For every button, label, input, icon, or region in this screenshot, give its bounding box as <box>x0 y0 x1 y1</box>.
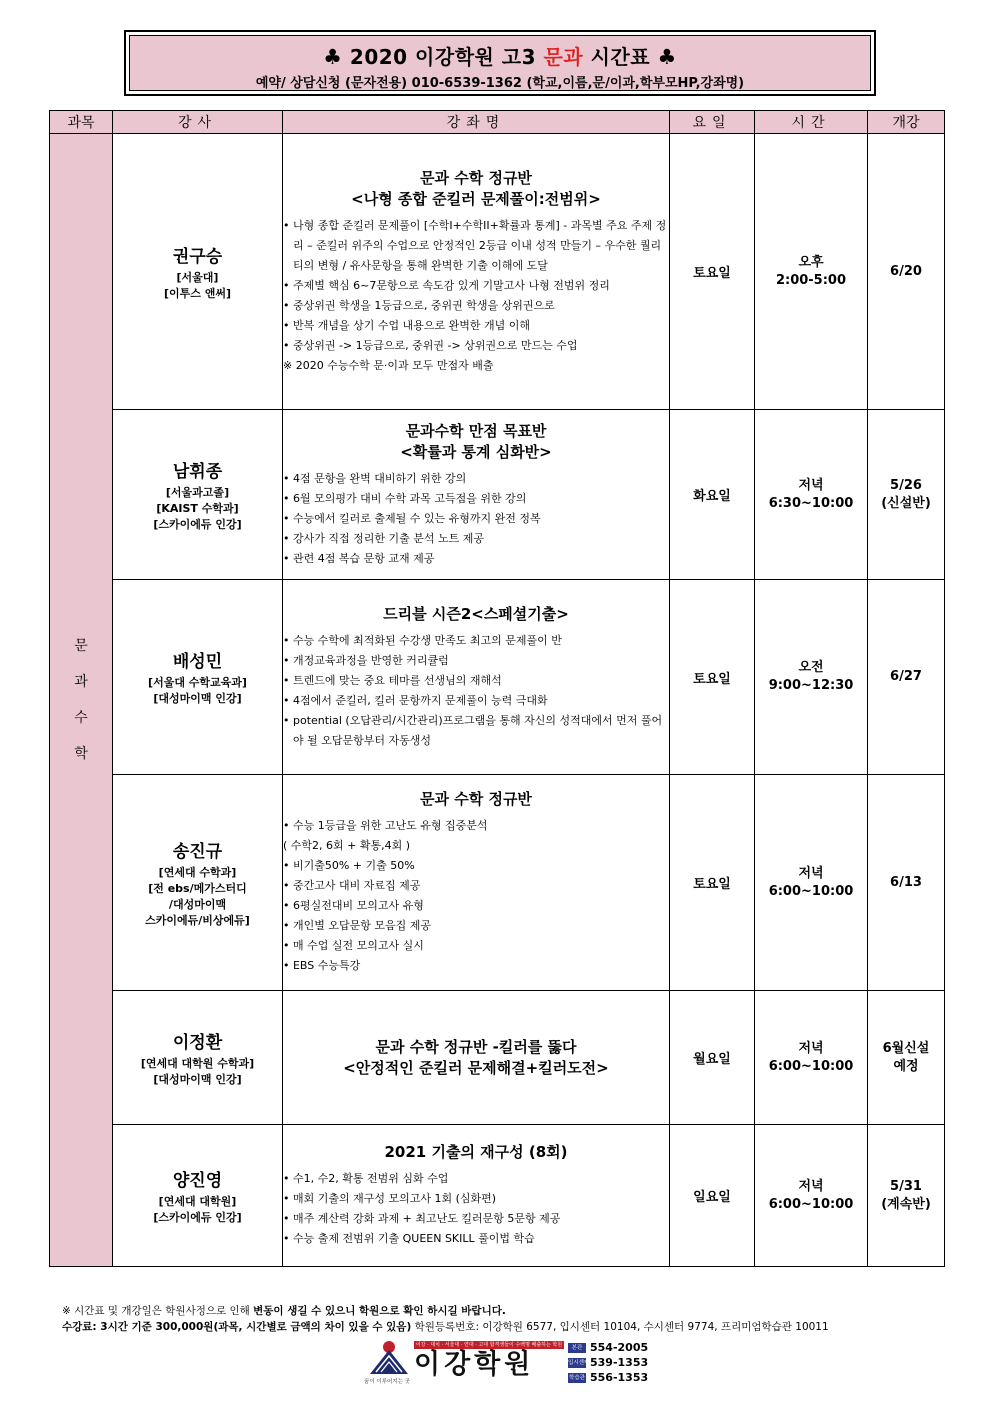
course-bullet: • 중간고사 대비 자료집 제공 <box>283 879 421 892</box>
table-row <box>50 991 945 1125</box>
course-title: <안정적인 준킬러 문제해결+킬러도전> <box>343 1058 609 1077</box>
teacher-name: 송진규 <box>172 841 223 862</box>
teacher-credential: [대성마이맥 인강] <box>153 692 242 705</box>
page-title <box>130 41 870 70</box>
course-cell <box>283 410 670 580</box>
club-right-icon: ♣ <box>657 45 677 69</box>
teacher-credential: [KAIST 수학과] <box>156 501 239 515</box>
table-row <box>50 580 945 775</box>
course-cell <box>283 134 670 410</box>
open-date: 6/20 <box>890 263 922 279</box>
footer-fee <box>62 1319 829 1335</box>
time-text: 9:00~12:30 <box>768 678 854 693</box>
teacher-credential: /대성마이맥 <box>168 897 227 911</box>
open-date: 5/26 <box>890 477 922 493</box>
open-date: 예정 <box>893 1058 919 1074</box>
footer-fee-text: 수강료: 3시간 기준 300,000원(과목, 시간별로 금액의 차이 있을 수 있음) <box>62 1321 412 1333</box>
day-text: 화요일 <box>693 489 731 504</box>
course-bullet: • 4점 문항을 완벽 대비하기 위한 강의 <box>283 471 467 485</box>
footer-note <box>62 1303 829 1319</box>
course-cell <box>283 580 670 775</box>
course-bullet: • 관련 4점 복습 문항 교재 제공 <box>283 551 435 565</box>
phone-number: 539-1353 <box>590 1356 649 1369</box>
day-text: 토요일 <box>693 877 731 892</box>
time-text: 오전 <box>798 660 824 675</box>
day-cell <box>670 134 755 410</box>
course-bullet: • 중상위권 -> 1등급으로, 중위권 -> 상위권으로 만드는 수업 <box>283 338 578 352</box>
course-bullet: • 수능 수학에 최적화된 수강생 만족도 최고의 문제풀이 반 <box>283 633 562 647</box>
open-date: 5/31 <box>890 1178 922 1194</box>
time-text: 저녁 <box>798 1040 824 1056</box>
open-cell <box>868 1125 945 1267</box>
teacher-credential: [연세대 대학원] <box>158 1194 237 1208</box>
subject-char: 학 <box>74 746 88 762</box>
course-bullet: • 수능에서 킬러로 출제될 수 있는 유형까지 완전 정복 <box>283 511 541 525</box>
day-cell <box>670 410 755 580</box>
open-cell <box>868 775 945 991</box>
time-cell <box>755 580 868 775</box>
header-teacher: 강사 <box>113 111 283 134</box>
time-cell <box>755 775 868 991</box>
teacher-credential: [연세대 대학원 수학과] <box>140 1056 255 1070</box>
teacher-credential: [서울대] <box>176 270 219 284</box>
time-text: 저녁 <box>798 477 824 493</box>
teacher-credential: [스카이에듀 인강] <box>153 1210 242 1224</box>
course-bullets <box>283 816 669 976</box>
time-cell <box>755 134 868 410</box>
time-cell <box>755 410 868 580</box>
course-title: 2021 기출의 재구성 (8회) <box>384 1143 568 1161</box>
course-bullets <box>283 1169 669 1249</box>
table-row <box>50 410 945 580</box>
phone-number: 556-1353 <box>590 1371 649 1384</box>
header-subject: 과목 <box>50 111 113 134</box>
header-day: 요일 <box>670 111 755 134</box>
open-date: (계속반) <box>881 1196 931 1212</box>
course-bullet: • 수능 1등급을 위한 고난도 유형 집중분석 <box>283 819 488 832</box>
time-text: 2:00-5:00 <box>775 272 847 288</box>
open-cell <box>868 134 945 410</box>
day-text: 토요일 <box>693 671 731 687</box>
course-bullets <box>283 469 669 569</box>
course-bullet: ( 수학2, 6회 + 확통,4회 ) <box>283 839 411 852</box>
title-highlight: 문과 <box>543 45 584 69</box>
footer-note-prefix: ※ 시간표 및 개강일은 학원사정으로 인해 <box>62 1305 254 1317</box>
mountain-logo-icon <box>368 1338 410 1378</box>
timetable <box>49 110 945 1267</box>
time-text: 6:00~10:00 <box>768 883 854 899</box>
teacher-cell <box>113 991 283 1125</box>
open-cell <box>868 410 945 580</box>
teacher-credential: [서울과고졸] <box>165 485 230 499</box>
academy-logo <box>362 1338 649 1385</box>
course-bullet: • 강사가 직접 정리한 기출 분석 노트 제공 <box>283 531 484 545</box>
subject-char: 과 <box>74 674 88 690</box>
course-cell <box>283 1125 670 1267</box>
course-bullet: • 수능 출제 전범위 기출 QUEEN SKILL 풀이법 학습 <box>283 1232 535 1245</box>
course-bullet: • 매회 기출의 재구성 모의고사 1회 (심화편) <box>283 1192 497 1205</box>
teacher-name: 권구승 <box>172 246 223 267</box>
course-title: 문과 수학 정규반 <box>420 168 532 187</box>
title-inner <box>129 35 871 91</box>
phone-label: 학습관 <box>569 1375 585 1381</box>
course-bullet: • 4점에서 준킬러, 킬러 문항까지 문제풀이 능력 극대화 <box>283 693 548 707</box>
subject-cell <box>50 134 113 1267</box>
course-title: 드리블 시즌2<스페셜기출> <box>383 604 569 623</box>
time-text: 6:00~10:00 <box>768 1196 854 1212</box>
phone-label: 본관 <box>568 1343 586 1353</box>
subject-char: 문 <box>74 638 88 654</box>
course-bullet: • 트렌드에 맞는 중요 테마를 선생님의 재해석 <box>283 673 502 687</box>
teacher-credential: 스카이에듀/비상에듀] <box>145 913 250 927</box>
course-bullet: • 주제별 핵심 6~7문항으로 속도감 있게 기말고사 나형 전범위 정리 <box>283 278 610 292</box>
time-text: 저녁 <box>798 1178 824 1194</box>
day-cell <box>670 775 755 991</box>
phone-label: 입시센터 <box>568 1360 590 1366</box>
table-row <box>50 134 945 410</box>
phone-number: 554-2005 <box>590 1341 649 1354</box>
course-bullet: • 매주 계산력 강화 과제 + 최고난도 킬러문항 5문항 제공 <box>283 1212 561 1225</box>
course-bullet: • 수1, 수2, 확통 전범위 심화 수업 <box>283 1172 449 1185</box>
title-suffix: 시간표 <box>583 45 651 69</box>
day-text: 일요일 <box>693 1190 731 1205</box>
teacher-name: 양진영 <box>172 1170 223 1191</box>
footer-notes <box>62 1303 829 1335</box>
header-open: 개강 <box>868 111 945 134</box>
open-date: 6/13 <box>890 874 922 890</box>
teacher-cell <box>113 1125 283 1267</box>
course-bullet: • 6월 모의평가 대비 수학 과목 고득점을 위한 강의 <box>283 491 527 505</box>
course-title: <나형 종합 준킬러 문제풀이:전범위> <box>351 189 601 208</box>
course-title: 문과 수학 정규반 -킬러를 뚫다 <box>375 1037 577 1056</box>
title-prefix: 2020 이강학원 고3 <box>349 45 544 69</box>
course-bullet: • potential (오답관리/시간관리)프로그램을 통해 자신의 성적대에서 먼저 풀어야 될 오답문항부터 자동생성 <box>283 713 663 747</box>
teacher-credential: [전 ebs/메가스터디 <box>148 881 247 895</box>
course-bullet: • 반복 개념을 상기 수업 내용으로 완벽한 개념 이해 <box>283 318 530 332</box>
title-box <box>124 30 876 96</box>
teacher-cell <box>113 580 283 775</box>
course-cell <box>283 775 670 991</box>
open-cell <box>868 991 945 1125</box>
teacher-cell <box>113 134 283 410</box>
course-title: 문과 수학 정규반 <box>420 790 532 808</box>
header-row <box>50 111 945 134</box>
teacher-credential: [이투스 앤써] <box>163 286 231 300</box>
course-title: <확률과 통계 심화반> <box>400 442 552 461</box>
reservation-info: 예약/ 상담신청 (문자전용) 010-6539-1362 (학교,이름,문/이과,학부모HP,강좌명) <box>255 76 745 91</box>
course-bullet: ※ 2020 수능수학 문·이과 모두 만점자 배출 <box>283 358 494 372</box>
subject-char: 수 <box>74 710 88 726</box>
course-cell <box>283 991 670 1125</box>
teacher-credential: [스카이에듀 인강] <box>153 517 242 531</box>
footer-registration: 학원등록번호: 이강학원 6577, 입시센터 10104, 수시센터 9774, 프리미엄학습관 10011 <box>411 1321 829 1333</box>
course-bullet: • 나형 종합 준킬러 문제풀이 [수학I+수학II+확률과 통계] - 과목별 주요 주제 정리 – 준킬러 위주의 수업으로 안정적인 2등급 이내 성적 만들기 – 우수한 퀄리티의 변형 / 유사문항을 통해 완벽한 기출 이해에 도달 <box>283 218 667 272</box>
time-cell <box>755 1125 868 1267</box>
course-bullet: • 매 수업 실전 모의고사 실시 <box>283 939 424 952</box>
teacher-name: 남휘종 <box>172 461 223 482</box>
teacher-credential: [연세대 수학과] <box>158 865 237 879</box>
time-text: 6:00~10:00 <box>768 1058 854 1074</box>
course-bullet: • 개정교육과정을 반영한 커리큘럼 <box>283 653 449 667</box>
teacher-credential: [대성마이맥 인강] <box>153 1072 242 1086</box>
course-bullet: • EBS 수능특강 <box>283 959 361 972</box>
course-title: 문과수학 만점 목표반 <box>405 421 547 440</box>
time-text: 6:30~10:00 <box>768 495 854 511</box>
course-bullet: • 중상위권 학생을 1등급으로, 중위권 학생을 상위권으로 <box>283 298 555 312</box>
teacher-credential: [서울대 수학교육과] <box>148 676 247 689</box>
day-cell <box>670 991 755 1125</box>
teacher-cell <box>113 410 283 580</box>
open-date: 6월신설 <box>882 1040 930 1056</box>
open-date: 6/27 <box>890 669 922 684</box>
time-text: 오후 <box>798 254 824 270</box>
header-time: 시간 <box>755 111 868 134</box>
club-left-icon: ♣ <box>323 45 343 69</box>
teacher-name: 배성민 <box>172 652 223 672</box>
table-row <box>50 1125 945 1267</box>
open-date: (신설반) <box>881 495 931 511</box>
logo-name: 이강학원 <box>414 1349 535 1380</box>
course-bullets <box>283 216 669 376</box>
day-text: 월요일 <box>693 1052 731 1067</box>
teacher-name: 이정환 <box>172 1032 223 1053</box>
open-cell <box>868 580 945 775</box>
day-cell <box>670 1125 755 1267</box>
course-bullets <box>283 631 669 751</box>
day-text: 토요일 <box>693 266 731 281</box>
header-course: 강좌명 <box>283 111 670 134</box>
logo-strip: 이강 · 대치 · 서울대 · 연대 · 고대 합격생들이 수백명 배출하는 학원 <box>415 1342 563 1348</box>
table-row <box>50 775 945 991</box>
course-bullet: • 6평실전대비 모의고사 유형 <box>283 899 424 912</box>
course-bullet: • 비기출50% + 기출 50% <box>283 859 415 872</box>
course-bullet: • 개인별 오답문항 모음집 제공 <box>283 919 431 932</box>
logo-tagline: 꿈이 이루어지는 곳 <box>364 1379 411 1385</box>
footer-note-bold: 변동이 생길 수 있으니 학원으로 확인 하시길 바랍니다. <box>253 1305 506 1317</box>
teacher-cell <box>113 775 283 991</box>
time-text: 저녁 <box>798 865 824 881</box>
day-cell <box>670 580 755 775</box>
time-cell <box>755 991 868 1125</box>
